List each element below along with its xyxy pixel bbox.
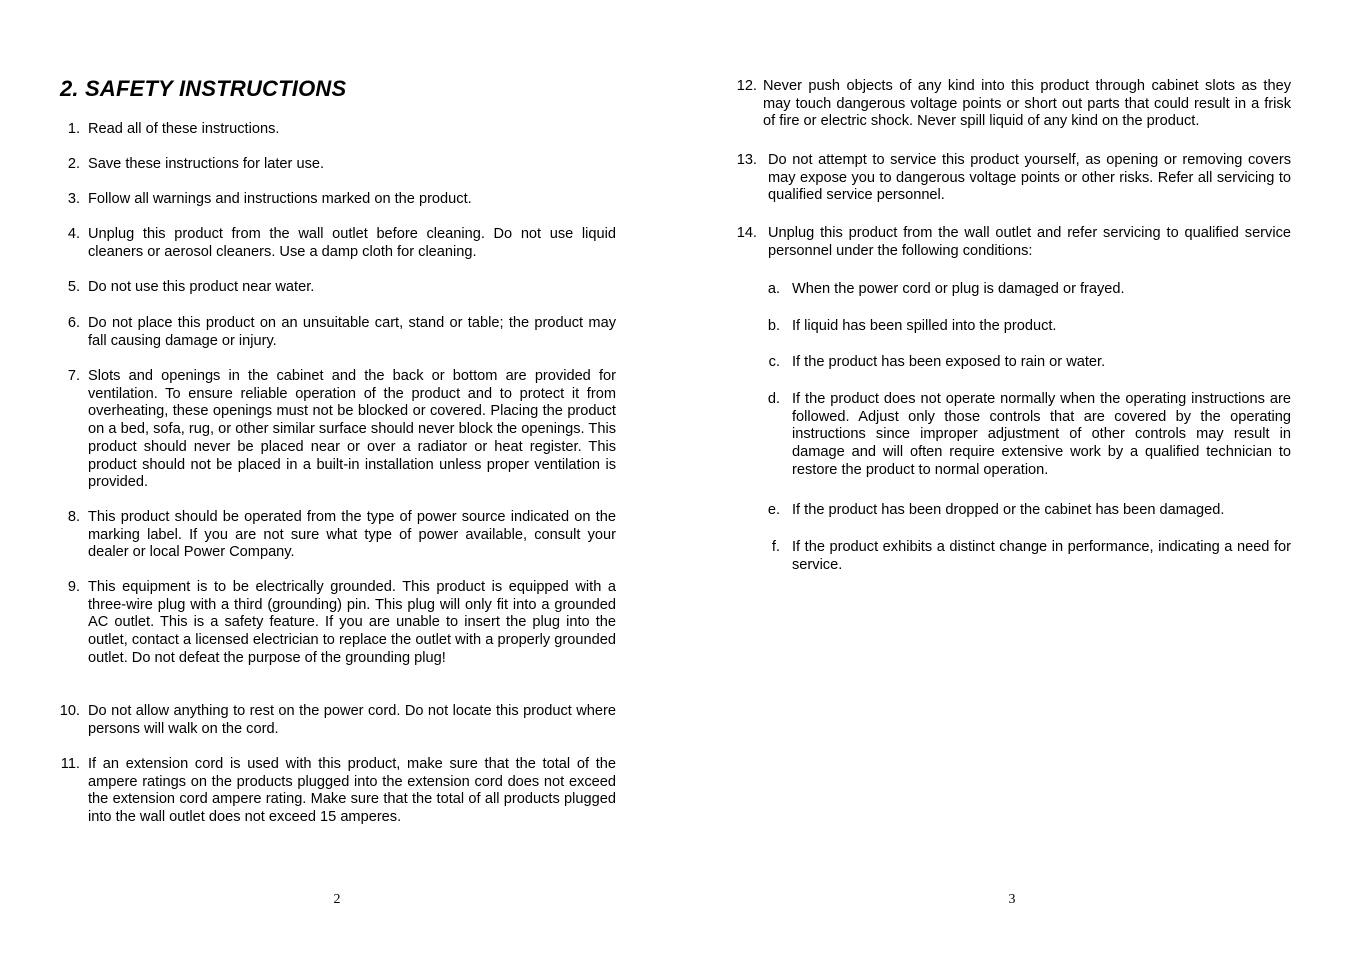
condition-letter: e.: [767, 502, 780, 518]
item-text: Do not allow anything to rest on the power cord. Do not locate this product where persons will walk on the cord.: [88, 703, 616, 737]
instruction-item-13: [733, 152, 1291, 205]
item-text: This equipment is to be electrically grounded. This product is equipped with a three-wire plug with a third (grounding) pin. This plug will only fit into a grounded AC outlet. This is a safety feature. If you are unable to insert the plug into the outlet, contact a licensed electrician to replace the outlet with a properly grounded outlet. Do not defeat the purpose of the grounding plug!: [88, 579, 616, 666]
item-number: 5.: [67, 279, 80, 295]
item-text: Do not attempt to service this product yourself, as opening or removing covers may expose you to dangerous voltage points or other risks. Refer all servicing to qualified service personnel.: [768, 152, 1291, 204]
item-text: Follow all warnings and instructions marked on the product.: [88, 191, 472, 207]
item-number: 12.: [736, 78, 757, 94]
condition-item-a: [764, 281, 1291, 299]
condition-item-d: [764, 391, 1291, 480]
instruction-item-8: [56, 509, 616, 562]
condition-text: If the product has been dropped or the cabinet has been damaged.: [792, 502, 1225, 518]
item-text: If an extension cord is used with this product, make sure that the total of the ampere ratings on the products plugged into the extension cord does not exceed the extension cord ampere rating. Make sure that the total of all products plugged into the wall outlet does not exceed 15 amperes.: [88, 756, 616, 826]
item-number: 8.: [67, 509, 80, 525]
instruction-item-5: [56, 279, 616, 297]
item-number: 10.: [59, 703, 80, 719]
item-number: 9.: [67, 579, 80, 595]
instruction-item-2: [56, 156, 616, 174]
condition-text: If the product has been exposed to rain or water.: [792, 354, 1106, 370]
condition-text: If liquid has been spilled into the product.: [792, 318, 1057, 334]
instruction-item-7: [56, 368, 616, 492]
instruction-item-1: [56, 121, 616, 139]
item-text: Unplug this product from the wall outlet and refer servicing to qualified service personnel under the following conditions:: [768, 225, 1291, 259]
condition-text: If the product does not operate normally when the operating instructions are followed. Adjust only those controls that are covered by the operating instructions since improper adjustment of other controls may result in damage and will often require extensive work by a qualified technician to restore the product to normal operation.: [792, 391, 1291, 478]
page-number: 2: [333, 892, 341, 907]
item-text: Slots and openings in the cabinet and the back or bottom are provided for ventilation. To ensure reliable operation of the product and to protect it from overheating, these openings must not be blocked or covered. Placing the product on a bed, sofa, rug, or other similar surface should never block the openings. This product should never be placed near or over a radiator or heat register. This product should not be placed in a built-in installation unless proper ventilation is provided.: [88, 368, 616, 491]
item-text: This product should be operated from the type of power source indicated on the marking label. If you are not sure what type of power available, consult your dealer or local Power Company.: [88, 509, 616, 561]
condition-letter: a.: [767, 281, 780, 297]
item-number: 6.: [67, 315, 80, 331]
condition-letter: c.: [768, 354, 780, 370]
instruction-item-6: [56, 315, 616, 350]
left-page: [0, 0, 675, 954]
item-text: Do not use this product near water.: [88, 279, 315, 295]
item-number: 2.: [67, 156, 80, 172]
condition-item-e: [764, 502, 1291, 520]
item-number: 14.: [736, 225, 757, 241]
instruction-item-11: [56, 756, 616, 827]
item-text: Unplug this product from the wall outlet before cleaning. Do not use liquid cleaners or aerosol cleaners. Use a damp cloth for cleaning.: [88, 226, 616, 260]
condition-letter: b.: [767, 318, 780, 334]
condition-item-c: [764, 354, 1291, 372]
item-text: Read all of these instructions.: [88, 121, 280, 137]
instruction-item-12: [733, 78, 1291, 131]
condition-item-f: [764, 539, 1291, 574]
item-text: Do not place this product on an unsuitable cart, stand or table; the product may fall causing damage or injury.: [88, 315, 616, 349]
condition-item-b: [764, 318, 1291, 336]
instruction-item-4: [56, 226, 616, 261]
item-text: Never push objects of any kind into this product through cabinet slots as they may touch dangerous voltage points or short out parts that could result in a frisk of fire or electric shock. Never spill liquid of any kind on the product.: [763, 78, 1291, 130]
condition-text: If the product exhibits a distinct change in performance, indicating a need for service.: [792, 539, 1291, 573]
item-text: Save these instructions for later use.: [88, 156, 325, 172]
item-number: 7.: [67, 368, 80, 384]
item-number: 13.: [736, 152, 757, 168]
instruction-item-14: [733, 225, 1291, 260]
instruction-item-10: [56, 703, 616, 738]
item-number: 3.: [67, 191, 80, 207]
page-title: 2. SAFETY INSTRUCTIONS: [60, 76, 347, 101]
right-page: [676, 0, 1351, 954]
item-number: 4.: [67, 226, 80, 242]
item-number: 11.: [60, 756, 80, 772]
condition-text: When the power cord or plug is damaged or frayed.: [792, 281, 1125, 297]
condition-letter: f.: [771, 539, 780, 555]
item-number: 1.: [67, 121, 80, 137]
page-number: 3: [1008, 892, 1016, 907]
instruction-item-3: [56, 191, 616, 209]
condition-letter: d.: [767, 391, 780, 407]
instruction-item-9: [56, 579, 616, 668]
